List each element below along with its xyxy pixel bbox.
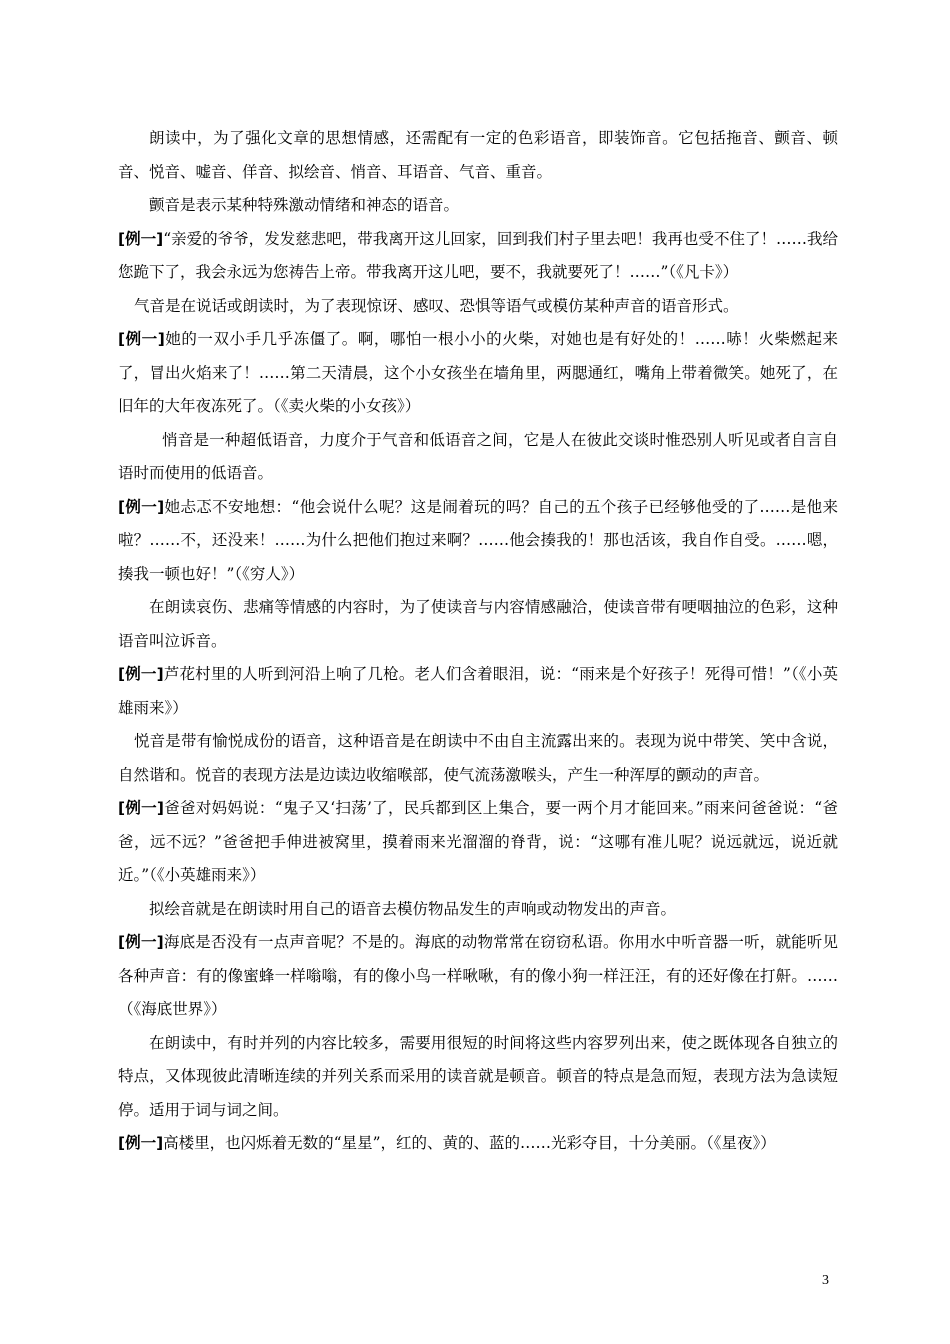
whisper-definition: 悄音是一种超低语音，力度介于气音和低语音之间，它是人在彼此交谈时惟恐别人听见或者自言自语时而使用的低语音。 bbox=[118, 430, 838, 482]
example-paragraph bbox=[118, 223, 838, 290]
page-number: 3 bbox=[822, 1273, 829, 1288]
example-label: [例一] bbox=[118, 330, 165, 348]
example-label: [例一] bbox=[118, 799, 164, 817]
document-body bbox=[118, 122, 838, 1161]
example-paragraph bbox=[118, 1127, 838, 1161]
example-paragraph bbox=[118, 792, 838, 893]
example-paragraph bbox=[118, 658, 838, 725]
staccato-definition: 在朗读中，有时并列的内容比较多，需要用很短的时间将这些内容罗列出来，使之既体现各自独立的特点，又体现彼此清晰连续的并列关系而采用的读音就是顿音。顿音的特点是急而短，表现方法为急读短停。适用于词与词之间。 bbox=[118, 1033, 838, 1119]
example-text: 海底是否没有一点声音呢？不是的。海底的动物常常在窃窃私语。你用水中听音器一听，就能听见各种声音：有的像蜜蜂一样嗡嗡，有的像小鸟一样啾啾，有的像小狗一样汪汪，有的还好像在打鼾。……（《海底世界》） bbox=[118, 933, 838, 1018]
sobbing-sound-definition: 在朗读哀伤、悲痛等情感的内容时，为了使读音与内容情感融洽，使读音带有哽咽抽泣的色彩，这种语音叫泣诉音。 bbox=[118, 598, 838, 650]
example-label: [例一] bbox=[118, 933, 164, 951]
example-paragraph bbox=[118, 926, 838, 1027]
example-text: “亲爱的爷爷，发发慈悲吧，带我离开这儿回家，回到我们村子里去吧！我再也受不住了！……我给您跪下了，我会永远为您祷告上帝。带我离开这儿吧，要不，我就要死了！……”（《凡卡》） bbox=[118, 229, 838, 281]
example-label: [例一] bbox=[118, 229, 164, 248]
example-text: 爸爸对妈妈说：“鬼子又‘扫荡’了，民兵都到区上集合，要一两个月才能回来。”雨来问爸爸说：“爸爸，远不远？”爸爸把手伸进被窝里，摸着雨来光溜溜的脊背，说：“这哪有准儿呢？说远就远，说近就近。”（《小英雄雨来》） bbox=[118, 799, 838, 884]
joyful-sound-definition: 悦音是带有愉悦成份的语音，这种语音是在朗读中不由自主流露出来的。表现为说中带笑、笑中含说，自然谐和。悦音的表现方法是边读边收缩喉部，使气流荡激喉头，产生一种浑厚的颤动的声音。 bbox=[118, 732, 838, 784]
example-paragraph bbox=[118, 323, 838, 424]
example-text: 芦花村里的人听到河沿上响了几枪。老人们含着眼泪，说：“雨来是个好孩子！死得可惜！”（《小英雄雨来》） bbox=[118, 665, 838, 717]
example-label: [例一] bbox=[118, 665, 164, 683]
example-text: 她的一双小手几乎冻僵了。啊，哪怕一根小小的火柴，对她也是有好处的！……哧！火柴燃起来了，冒出火焰来了！……第二天清晨，这个小女孩坐在墙角里，两腮通红，嘴角上带着微笑。她死了，在旧年的大年夜冻死了。（《卖火柴的小女孩》） bbox=[118, 330, 838, 415]
onomatopoeia-definition: 拟绘音就是在朗读时用自己的语音去模仿物品发生的声响或动物发出的声音。 bbox=[149, 899, 677, 918]
breath-sound-definition: 气音是在说话或朗读时，为了表现惊讶、感叹、恐惧等语气或模仿某种声音的语音形式。 bbox=[134, 296, 739, 315]
example-label: [例一] bbox=[118, 497, 165, 516]
example-label: [例一] bbox=[118, 1134, 164, 1152]
example-text: 她忐忑不安地想：“他会说什么呢？这是闹着玩的吗？自己的五个孩子已经够他受的了……是他来啦？……不，还没来！……为什么把他们抱过来啊？……他会揍我的！那也活该，我自作自受。……嗯，揍我一顿也好！”（《穷人》） bbox=[118, 497, 838, 583]
example-paragraph bbox=[118, 491, 838, 592]
tremolo-definition: 颤音是表示某种特殊激动情绪和神态的语音。 bbox=[149, 196, 460, 214]
intro-paragraph: 朗读中，为了强化文章的思想情感，还需配有一定的色彩语音，即装饰音。它包括拖音、颤音、顿音、悦音、嘘音、佯音、拟绘音、悄音、耳语音、气音、重音。 bbox=[118, 129, 838, 181]
example-text: 高楼里，也闪烁着无数的“星星”，红的、黄的、蓝的……光彩夺目，十分美丽。（《星夜》） bbox=[163, 1134, 776, 1152]
